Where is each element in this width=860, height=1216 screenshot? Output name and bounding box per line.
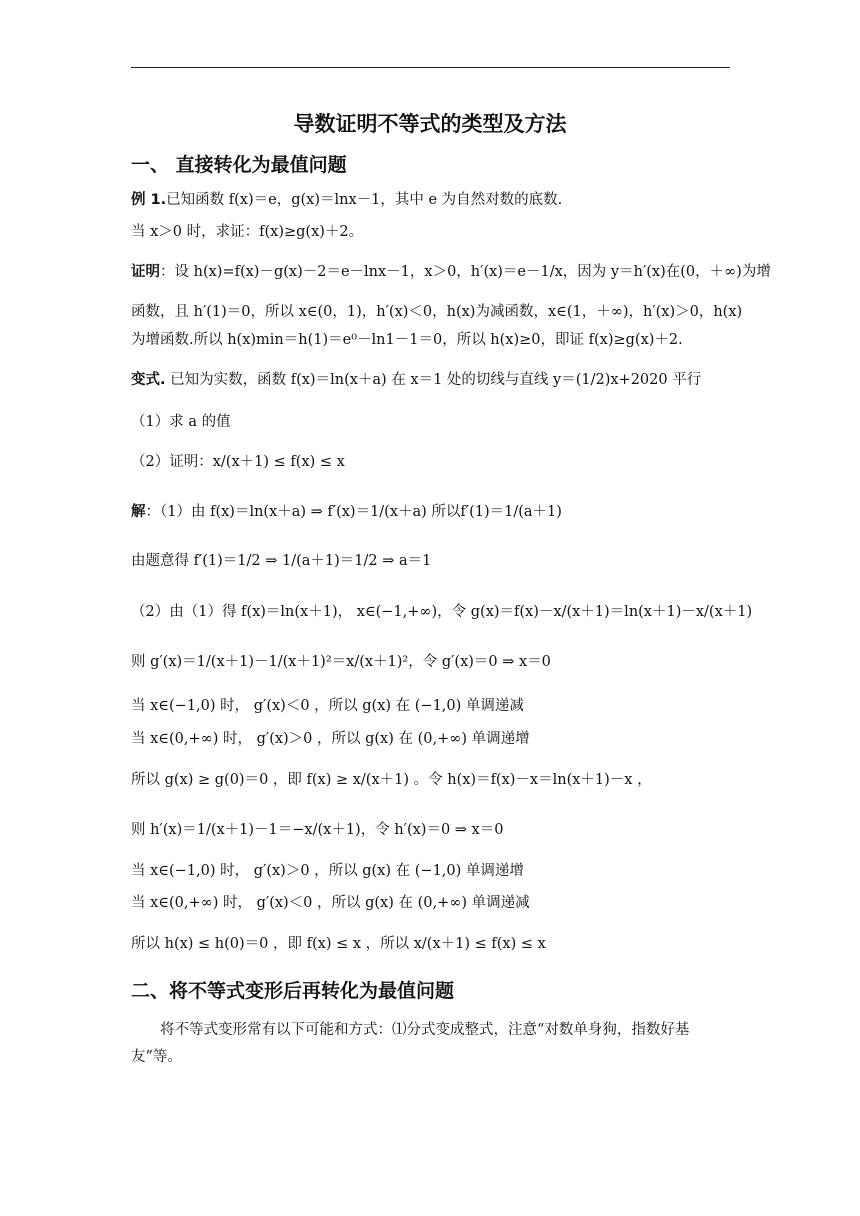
proof-line-1 xyxy=(131,262,771,282)
solution-line-9: 当 x∈(−1,0) 时， g′(x)＞0 ，所以 g(x) 在 (−1,0) 单调递增 xyxy=(131,863,524,879)
variant-line xyxy=(131,370,701,390)
section-heading-1: 一、 直接转化为最值问题 xyxy=(131,154,347,176)
solution-label: 解 xyxy=(131,504,146,520)
solution-line-5: 当 x∈(−1,0) 时， g′(x)＜0 ，所以 g(x) 在 (−1,0) 单调递减 xyxy=(131,698,524,714)
proof-text: ：设 h(x)=f(x)－g(x)－2＝e－lnx－1，x＞0，h′(x)＝e－1/x，因为 y＝h′(x)在(0，＋∞)为增 xyxy=(160,264,771,280)
section-heading-2: 二、将不等式变形后再转化为最值问题 xyxy=(131,980,455,1002)
solution-line-1 xyxy=(131,502,562,522)
example-text: 已知函数 f(x)＝e，g(x)＝lnx－1，其中 e 为自然对数的底数. xyxy=(166,192,563,208)
solution-line-4: 则 g′(x)＝1/(x＋1)－1/(x＋1)²＝x/(x＋1)²，令 g′(x)＝0 ⇒ x＝0 xyxy=(131,654,551,670)
solution-line-6: 当 x∈(0,+∞) 时， g′(x)＞0 ，所以 g(x) 在 (0,+∞) 单调递增 xyxy=(131,731,530,747)
proof-line-2: 函数，且 h′(1)＝0，所以 x∈(0，1)，h′(x)＜0，h(x)为减函数，x∈(1，＋∞)，h′(x)＞0，h(x) xyxy=(131,304,743,320)
example-1 xyxy=(131,190,562,210)
solution-line-7: 所以 g(x) ≥ g(0)＝0 ，即 f(x) ≥ x/(x＋1) 。令 h(x)＝f(x)－x＝ln(x＋1)－x ， xyxy=(131,772,652,788)
page-title: 导数证明不等式的类型及方法 xyxy=(293,112,567,136)
solution-line-8: 则 h′(x)＝1/(x＋1)－1＝−x/(x＋1)，令 h′(x)＝0 ⇒ x＝0 xyxy=(131,822,504,838)
question-1: （1）求 a 的值 xyxy=(131,414,231,430)
proof-label: 证明 xyxy=(131,264,160,280)
example-label: 例 1. xyxy=(131,192,167,208)
solution-text: ：（1）由 f(x)＝ln(x＋a) ⇒ f′(x)＝1/(x＋a) 所以f′(1)＝1/(a＋1) xyxy=(145,504,562,520)
solution-line-3: （2）由（1）得 f(x)＝ln(x＋1)， x∈(−1,+∞)，令 g(x)＝f(x)－x/(x＋1)＝ln(x＋1)－x/(x＋1) xyxy=(131,604,753,620)
solution-line-10: 当 x∈(0,+∞) 时， g′(x)＜0 ，所以 g(x) 在 (0,+∞) 单调递减 xyxy=(131,895,530,911)
header-rule xyxy=(131,67,730,68)
variant-label: 变式. xyxy=(131,372,166,388)
variant-text: 已知为实数，函数 f(x)＝ln(x＋a) 在 x＝1 处的切线与直线 y＝(1/2)x+2020 平行 xyxy=(165,372,702,388)
proof-line-3: 为增函数.所以 h(x)min＝h(1)＝e⁰－ln1－1＝0，所以 h(x)≥0，即证 f(x)≥g(x)＋2. xyxy=(131,332,683,348)
example-condition: 当 x＞0 时，求证：f(x)≥g(x)＋2。 xyxy=(131,224,364,240)
question-2: （2）证明：x/(x＋1) ≤ f(x) ≤ x xyxy=(131,454,345,470)
solution-line-11: 所以 h(x) ≤ h(0)＝0 ，即 f(x) ≤ x ，所以 x/(x＋1) ≤ f(x) ≤ x xyxy=(131,936,546,952)
body-paragraph: 将不等式变形常有以下可能和方式：⑴分式变成整式，注意“对数单身狗，指数好基友”等。 xyxy=(131,1022,690,1065)
solution-line-2: 由题意得 f′(1)＝1/2 ⇒ 1/(a＋1)＝1/2 ⇒ a＝1 xyxy=(131,553,432,569)
